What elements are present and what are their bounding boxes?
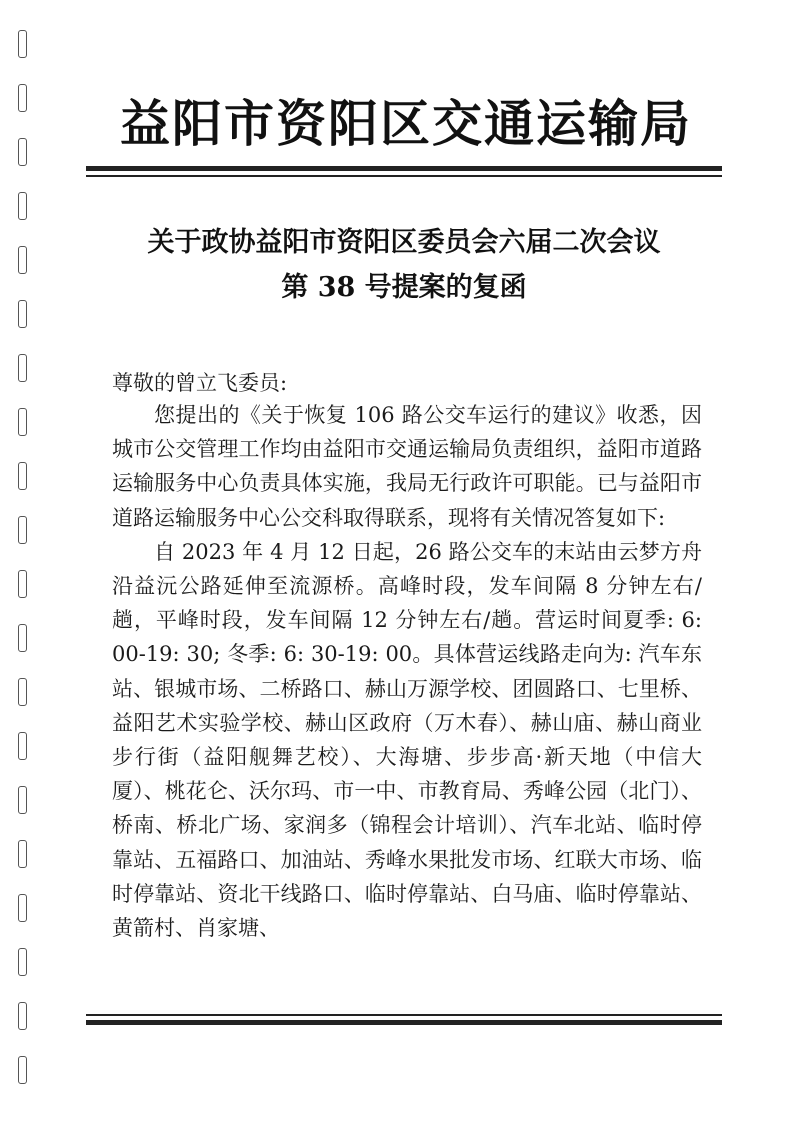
paragraph: 您提出的《关于恢复 106 路公交车运行的建议》收悉，因城市公交管理工作均由益阳市交通运输局负责组织，益阳市道路运输服务中心负责具体实施，我局无行政许可职能。已与益阳市道路运输服务中心公交科取得联系，现将有关情况答复如下:: [112, 403, 702, 530]
footer-rule-thin: [86, 1014, 722, 1016]
document-title-line-1: 关于政协益阳市资阳区委员会六届二次会议: [147, 227, 661, 258]
binding-hole: [18, 138, 27, 166]
binding-hole: [18, 192, 27, 220]
masthead-rule-thick: [86, 166, 722, 171]
binding-hole: [18, 1056, 27, 1084]
binding-hole: [18, 30, 27, 58]
agency-masthead: 益阳市资阳区交通运输局: [120, 94, 692, 153]
binding-hole: [18, 246, 27, 274]
footer-rule-thick: [86, 1020, 722, 1025]
letter-body: [112, 398, 702, 945]
binding-hole: [18, 732, 27, 760]
binding-hole: [18, 786, 27, 814]
paragraph: 自 2023 年 4 月 12 日起，26 路公交车的末站由云梦方舟沿益沅公路延伸至流源桥。高峰时段，发车间隔 8 分钟左右/趟，平峰时段，发车间隔 12 分钟左右/趟。营运时间夏季: 6: 00-19: 30; 冬季: 6: 30-19: 00。具体营运线路走向为: 汽车东站、银城市场、二桥路口、赫山万源学校、团圆路口、七里桥、益阳艺术实验学校、赫山区政府（万木春）、赫山庙、赫山商业步行街（益阳舰舞艺校）、大海塘、步步高·新天地（中信大厦）、桃花仑、沃尔玛、市一中、市教育局、秀峰公园（北门）、桥南、桥北广场、家润多（锦程会计培训）、汽车北站、临时停靠站、五福路口、加油站、秀峰水果批发市场、红联大市场、临时停靠站、资北干线路口、临时停靠站、白马庙、临时停靠站、黄箭村、肖家塘、: [112, 539, 702, 941]
binding-hole: [18, 84, 27, 112]
masthead-rule-thin: [86, 175, 722, 177]
binding-hole: [18, 894, 27, 922]
binding-hole: [18, 462, 27, 490]
salutation: 尊敬的曾立飞委员:: [112, 371, 288, 395]
binding-hole: [18, 570, 27, 598]
binding-hole: [18, 1002, 27, 1030]
binding-hole: [18, 408, 27, 436]
binding-hole: [18, 624, 27, 652]
binding-holes: [18, 20, 32, 1110]
binding-hole: [18, 516, 27, 544]
document-title-line-2: 第 38 号提案的复函: [281, 272, 527, 303]
binding-hole: [18, 948, 27, 976]
binding-hole: [18, 300, 27, 328]
binding-hole: [18, 354, 27, 382]
binding-hole: [18, 678, 27, 706]
binding-hole: [18, 840, 27, 868]
